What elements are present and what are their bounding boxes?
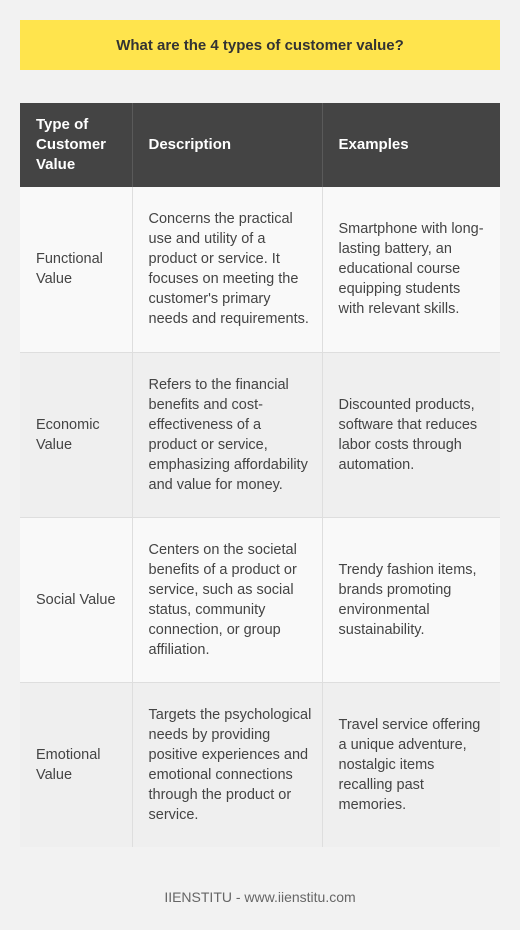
title-banner (20, 20, 500, 70)
table-row (20, 682, 500, 847)
header-description: Description (132, 103, 322, 187)
table-row (20, 187, 500, 352)
cell-description: Targets the psychological needs by providing positive experiences and emotional connections through the product or service. (132, 682, 322, 847)
cell-examples: Trendy fashion items, brands promoting environmental sustainability. (322, 517, 500, 682)
cell-description: Centers on the societal benefits of a product or service, such as social status, community connection, or group affiliation. (132, 517, 322, 682)
footer-credit: IIENSTITU - www.iienstitu.com (164, 889, 356, 905)
header-examples: Examples (322, 103, 500, 187)
cell-type: Functional Value (20, 187, 132, 352)
cell-type: Economic Value (20, 352, 132, 517)
cell-type: Social Value (20, 517, 132, 682)
header-type: Type of Customer Value (20, 103, 132, 187)
table-row (20, 352, 500, 517)
cell-examples: Discounted products, software that reduces labor costs through automation. (322, 352, 500, 517)
table-header-row (20, 103, 500, 187)
table-row (20, 517, 500, 682)
cell-type: Emotional Value (20, 682, 132, 847)
cell-description: Concerns the practical use and utility of a product or service. It focuses on meeting the customer's primary needs and requirements. (132, 187, 322, 352)
customer-value-table (20, 103, 500, 847)
page-title: What are the 4 types of customer value? (116, 36, 404, 54)
cell-examples: Smartphone with long-lasting battery, an educational course equipping students with relevant skills. (322, 187, 500, 352)
cell-description: Refers to the financial benefits and cost-effectiveness of a product or service, emphasizing affordability and value for money. (132, 352, 322, 517)
cell-examples: Travel service offering a unique adventure, nostalgic items recalling past memories. (322, 682, 500, 847)
